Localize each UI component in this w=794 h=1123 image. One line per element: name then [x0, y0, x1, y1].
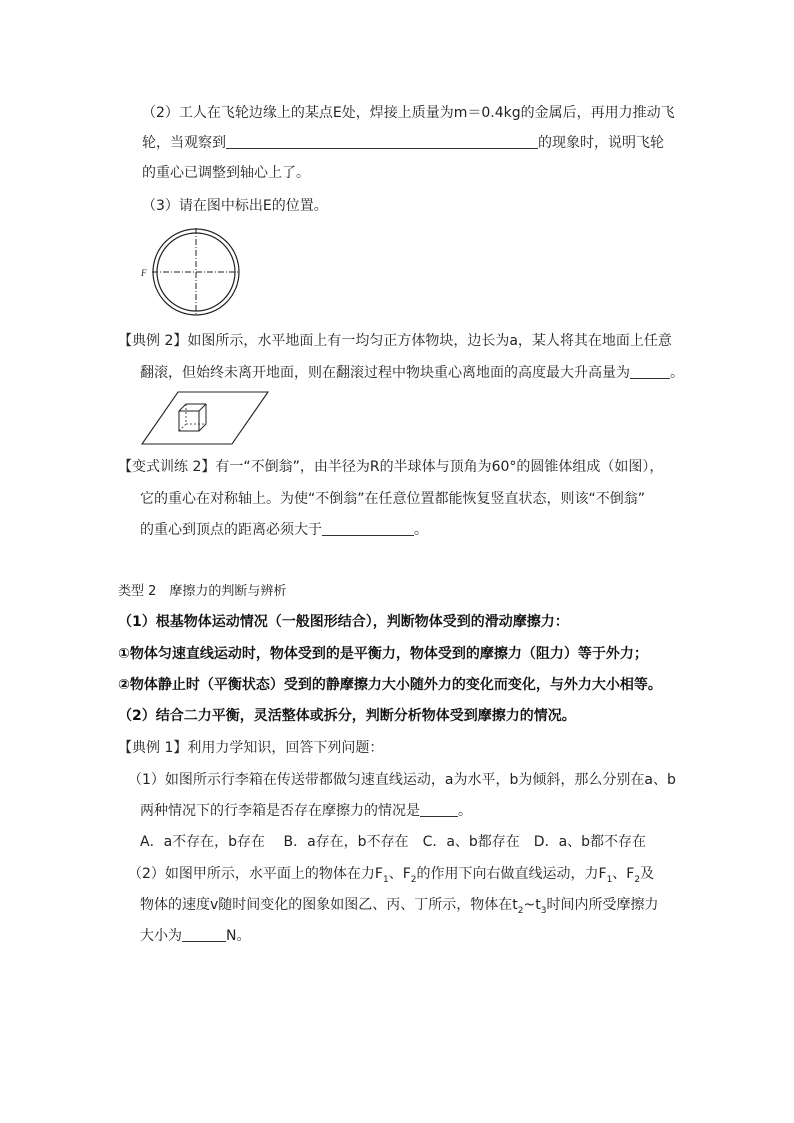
q2-part2-text-b: 的现象时，说明飞轮: [538, 135, 664, 151]
text-segment: 、F: [388, 866, 411, 882]
ex1-q1-text-a: 两种情况下的行李箱是否存在摩擦力的情况是: [140, 803, 420, 819]
section-title: 类型 2 摩擦力的判断与辨析: [118, 584, 287, 599]
ex1-intro: 【典例 1】利用力学知识，回答下列问题：: [118, 740, 384, 756]
subscript: 2: [634, 874, 641, 885]
ex1-q2-line1: [128, 864, 654, 884]
text-segment: 大小为: [140, 928, 182, 944]
answer-blank[interactable]: [420, 802, 458, 817]
subscript: 3: [540, 905, 547, 916]
text-segment: （2）如图甲所示，水平面上的物体在力F: [128, 866, 383, 882]
text-segment: 的作用下向右做直线运动，力F: [416, 866, 607, 882]
q2-part2-text-a: 轮，当观察到: [142, 135, 226, 151]
key-point-4: （2）结合二力平衡，灵活整体或拆分，判断分析物体受到摩擦力的情况。: [118, 708, 576, 724]
ex2-line1: 【典例 2】如图所示，水平地面上有一均匀正方体物块，边长为a，某人将其在地面上任意: [118, 333, 672, 349]
ex1-q1-options: A．a不存在，b存在 B．a存在，b不存在 C．a、b都存在 D．a、b都不存在: [140, 834, 647, 850]
ex1-q2-line3: [140, 926, 250, 946]
answer-blank[interactable]: [226, 134, 538, 149]
key-point-3: ②物体静止时（平衡状态）受到的静摩擦力大小随外力的变化而变化，与外力大小相等。: [118, 677, 662, 693]
text-segment: 及: [640, 866, 655, 882]
subscript: 2: [517, 905, 524, 916]
key-point-2: ①物体匀速直线运动时，物体受到的是平衡力，物体受到的摩擦力（阻力）等于外力；: [118, 646, 648, 662]
answer-blank[interactable]: [630, 364, 670, 379]
q2-part2-line2: [142, 133, 664, 153]
ex2-line2: [140, 363, 684, 383]
answer-blank[interactable]: [182, 927, 226, 942]
ex1-q1-text-b: 。: [458, 803, 472, 819]
subscript: 1: [382, 874, 389, 885]
flywheel-figure: [138, 228, 244, 318]
ex1-q1-line1: （1）如图所示行李箱在传送带都做匀速直线运动，a为水平，b为倾斜，那么分别在a、b: [128, 772, 676, 788]
var2-text-b: 。: [414, 522, 428, 538]
text-segment: 、F: [612, 866, 635, 882]
text-segment: 物体的速度v随时间变化的图象如图乙、丙、丁所示，物体在t: [140, 897, 518, 913]
q2-part3: （3）请在图中标出E的位置。: [142, 198, 328, 214]
var2-line1: 【变式训练 2】有一“不倒翁”，由半径为R的半球体与顶角为60°的圆锥体组成（如图），: [118, 459, 664, 475]
ex2-text-b: 。: [670, 365, 684, 381]
q2-part2-line1: （2）工人在飞轮边缘上的某点E处，焊接上质量为m＝0.4kg的金属后，再用力推动飞: [142, 105, 675, 121]
ex1-q1-line2: [140, 801, 472, 821]
var2-line3: [140, 520, 428, 540]
text-segment: 时间内所受摩擦力: [546, 897, 659, 913]
var2-line2: 它的重心在对称轴上。为使“不倒翁”在任意位置都能恢复竖直状态，则该“不倒翁”: [140, 491, 646, 507]
wheel-point-label: F: [141, 268, 147, 278]
text-segment: ~t: [523, 897, 541, 913]
text-segment: N。: [226, 928, 251, 944]
ex1-q2-line2: [140, 895, 658, 915]
ex2-text-a: 翻滚，但始终未离开地面，则在翻滚过程中物块重心离地面的高度最大升高量为: [140, 365, 630, 381]
key-point-1: （1）根基物体运动情况（一般图形结合），判断物体受到的滑动摩擦力：: [118, 614, 569, 630]
cube-on-ground-figure: [140, 390, 270, 446]
subscript: 1: [606, 874, 613, 885]
q2-part2-line3: 的重心已调整到轴心上了。: [142, 165, 310, 181]
answer-blank[interactable]: [322, 521, 414, 536]
subscript: 2: [410, 874, 417, 885]
var2-text-a: 的重心到顶点的距离必须大于: [140, 522, 322, 538]
